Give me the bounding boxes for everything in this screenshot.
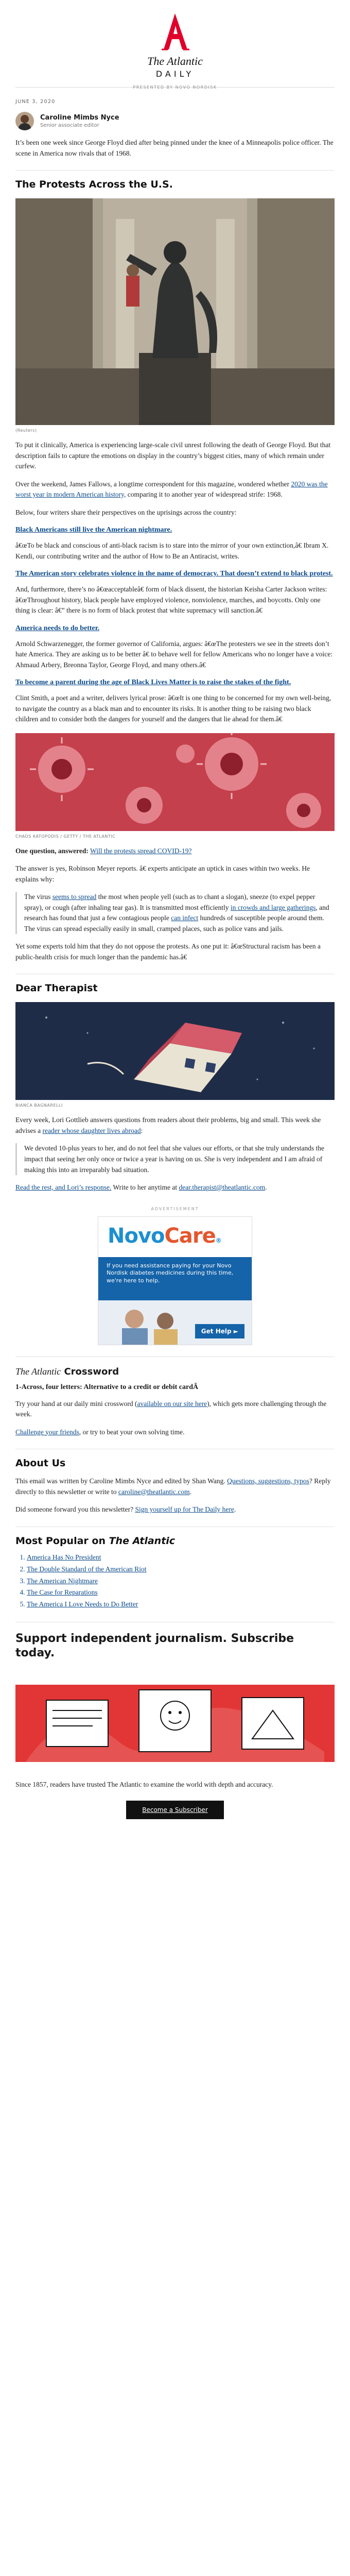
subhead-smith[interactable]: To become a parent during the age of Black Lives Matter is to raise the stakes of the fight. [15,679,291,687]
protests-paragraph-5: And, furthermore, there’s no â€œacceptableâ€ form of black dissent, the historian Keisha Carter Jackson writes: â€œThroughout history, black people have employed violence, nonviolence, marches, and boycotts. Only one thing is clear: â€” there is no form of black protest that white supremacy will sanction.â€ [15,585,327,615]
about-paragraph-1 [15,1476,335,1497]
subhead-kendi[interactable]: Black Americans still live the American nightmare. [15,526,172,534]
therapist-illustration[interactable] [15,1002,335,1100]
popular-item[interactable] [27,1599,335,1611]
about-text: ? Reply directly to this newsletter or write to [15,1477,331,1496]
seems-to-spread-link[interactable]: seems to spread [52,893,97,901]
crossword-text: ), which gets more challenging through the week. [15,1399,327,1418]
daughter-abroad-link[interactable]: reader whose daughter lives abroad [42,1126,141,1134]
author-role: Senior associate editor [40,123,99,128]
popular-title-italic: The Atlantic [109,1535,176,1547]
covid-paragraph-2: Yet some experts told him that they do not oppose the protests. As one put it: â€œStructural racism has been a public-health crisis for much longer than the pandemic has.â€ [15,942,321,961]
crossword-clue: 1-Across, four letters: Alternative to a credit or debit cardÂ [15,1383,199,1391]
signup-daily-link[interactable]: Sign yourself up for The Daily here [135,1505,234,1514]
covid-paragraph-1: The answer is yes, Robinson Meyer reports. â€ experts anticipate an uptick in cases within two weeks. He explains why: [15,865,310,883]
subhead-schwarzenegger[interactable]: America needs to do better. [15,624,100,632]
ad-logo-accent: Care [164,1224,216,1248]
ad-logo-area [98,1217,252,1257]
therapist-text: . [265,1183,267,1192]
popular-item-label[interactable]: The American Nightmare [27,1577,98,1585]
covid-illustration[interactable] [15,733,335,831]
protest-photo[interactable] [15,198,335,425]
protest-photo-caption: (Reuters) [15,428,37,433]
challenge-friends-link[interactable]: Challenge your friends [15,1428,79,1436]
get-help-button[interactable]: Get Help ► [195,1324,244,1338]
therapist-email-link[interactable]: dear.therapist@theatlantic.com [179,1183,266,1192]
popular-item[interactable] [27,1575,335,1587]
presented-by: PRESENTED BY NOVO NORDISK [133,85,217,90]
crossword-title-rest: Crossword [61,1366,119,1377]
covid-question-link[interactable]: Will the protests spread COVID-19? [90,846,192,855]
subhead-jackson[interactable]: The American story celebrates violence in the name of democracy. That doesn’t extend to black protest. [15,570,333,578]
section-title-therapist: Dear Therapist [15,982,98,994]
novocare-logo [108,1224,242,1248]
crossword-site-link[interactable]: available on our site here [137,1399,207,1408]
about-paragraph-2 [15,1504,335,1515]
author-avatar [15,112,34,130]
crowds-link[interactable]: in crowds and large gatherings [230,903,316,911]
atlantic-logo-icon[interactable] [160,11,190,53]
novocare-ad[interactable] [98,1216,252,1345]
author-text [40,114,119,128]
p2-text-start: Over the weekend, James Fallows, a longtime correspondent for this magazine, wondered whether [15,480,291,488]
therapist-text: : [141,1126,143,1134]
crossword-paragraph-1 [15,1399,335,1420]
about-text: . [189,1487,191,1496]
crossword-paragraph-2 [15,1427,335,1438]
popular-item-label[interactable]: The Case for Reparations [27,1588,98,1597]
author-name: Caroline Mimbs Nyce [40,114,119,122]
about-text: Did someone forward you this newsletter? [15,1505,135,1514]
therapist-quote: We devoted 10-plus years to her, and do not feel that she values our efforts, or that she truly understands the impact that seeing her only once or twice a year is having on us. She is very independent and I am afraid of making this into an irreparably bad situation. [24,1144,324,1174]
question-label: One question, answered: [15,846,89,855]
ad-message: If you need assistance paying for your Novo Nordisk diabetes medicines during this time, we're here to help. [98,1257,252,1300]
brand-name: The Atlantic [147,55,203,67]
author-block [15,112,335,130]
about-text: . [234,1505,236,1514]
can-infect-link[interactable]: can infect [171,914,199,922]
protests-paragraph-7: Clint Smith, a poet and a writer, delivers lyrical prose: â€œIt is one thing to be concerned for my own well-being, to navigate the country as a black man and to encounter its risks. It is another thing to be raising two black children and to consider both the dangers for yourself and the dangers that lie ahead for them.â€ [15,694,331,723]
protests-paragraph-3: Below, four writers share their perspectives on the uprisings across the country: [15,508,237,516]
covid-blockquote [15,892,335,934]
popular-item-label[interactable]: America Has No President [27,1553,101,1561]
therapist-caption: BIANCA BAGNARELLI [15,1103,63,1108]
therapist-illustration-art [15,1002,335,1100]
crossword-text: Try your hand at our daily mini crossword ( [15,1399,137,1408]
quote-part: hundreds of susceptible people around them. The virus can spread especially easily in small, cramped places, such as police vans and jails. [24,914,324,933]
protests-paragraph-1: To put it clinically, America is experiencing large-scale civil unrest following the death of George Floyd. But that description fails to capture the emotions on display in the country’s biggest cities, many of which remain under curfew. [15,441,331,470]
content-column [15,0,335,1819]
popular-item[interactable] [27,1564,335,1575]
support-illustration[interactable] [15,1669,335,1772]
popular-item-label[interactable]: The America I Love Needs to Do Better [27,1600,138,1608]
p2-text-end: comparing it to another year of widespread strife: 1968. [126,490,283,499]
intro-paragraph: It’s been one week since George Floyd died after being pinned under the knee of a Minneapolis police officer. The scene in America now rivals that of 1968. [15,139,334,157]
protests-paragraph-4: â€œTo be black and conscious of anti-black racism is to stare into the mirror of your own extinction,â€ Ibram X. Kendi, our contributing writer and the author of How to Be an Antiracist, writes. [15,541,329,560]
registered-mark: ® [215,1236,221,1244]
covid-illustration-art [15,733,335,831]
ad-logo-main: Novo [108,1224,165,1248]
quote-part: , and research has found that just a few contagious people [24,903,329,922]
quote-part: the most when people yell (such as to chant a slogan), sneeze (to expel pepper spray), or cough (after inhaling tear gas). It is transmitted most efficiently [24,893,316,911]
brand-daily: DAILY [155,69,195,79]
covid-question [15,846,335,857]
support-illustration-art [15,1669,335,1772]
about-text: This email was written by Caroline Mimbs Nyce and edited by Shan Wang. [15,1477,227,1485]
therapist-text: Write to her anytime at [111,1183,179,1192]
ad-image-area [98,1300,252,1345]
therapist-paragraph-2 [15,1182,335,1193]
divider [15,170,335,171]
issue-date: JUNE 3, 2020 [15,99,56,105]
therapist-text: Every week, Lori Gottlieb answers questions from readers about their problems, big and small. This week she advises a [15,1116,321,1134]
therapist-blockquote [15,1143,335,1175]
covid-quote-text [24,892,335,934]
author-email-link[interactable]: caroline@theatlantic.com [118,1487,190,1496]
protests-paragraph-6: Arnold Schwarzenegger, the former governor of California, argues: â€œThe protesters we see in the streets don’t hate America. They are asking us to be better â€ to behave well for fellow Americans who no longer have a voice: Ahmaud Arbery, Breonna Taylor, George Floyd, and many others.â€ [15,639,333,669]
section-title-about: About Us [15,1458,66,1469]
masthead [15,0,335,88]
popular-item-label[interactable]: The Double Standard of the American Riot [27,1565,147,1573]
popular-title-start: Most Popular on [15,1535,109,1547]
read-rest-link[interactable]: Read the rest, and Lori’s response. [15,1183,112,1192]
therapist-paragraph-1 [15,1115,335,1136]
worst-year-link[interactable]: 2020 was the worst year in modern American history, [15,480,328,499]
popular-item[interactable] [27,1587,335,1599]
covid-caption: CHAOS KATOPODIS / GETTY / THE ATLANTIC [15,834,116,839]
crossword-title [15,1366,335,1377]
support-heading: Support independent journalism. Subscribe today. [15,1632,294,1659]
questions-link[interactable]: Questions, suggestions, typos [227,1477,309,1485]
crossword-text: , or try to beat your own solving time. [79,1428,185,1436]
support-text: Since 1857, readers have trusted The Atlantic to examine the world with depth and accuracy. [15,1781,273,1789]
ad-label: ADVERTISEMENT [151,1206,199,1211]
popular-list [15,1552,335,1611]
section-title-popular [15,1535,335,1547]
protests-paragraph-2 [15,479,335,500]
become-subscriber-button[interactable]: Become a Subscriber [126,1801,224,1819]
quote-part: The virus [24,893,52,901]
popular-item[interactable] [27,1552,335,1564]
section-title-protests: The Protests Across the U.S. [15,179,173,191]
crossword-title-italic: The Atlantic [15,1366,61,1377]
protest-photo-art [15,198,335,425]
